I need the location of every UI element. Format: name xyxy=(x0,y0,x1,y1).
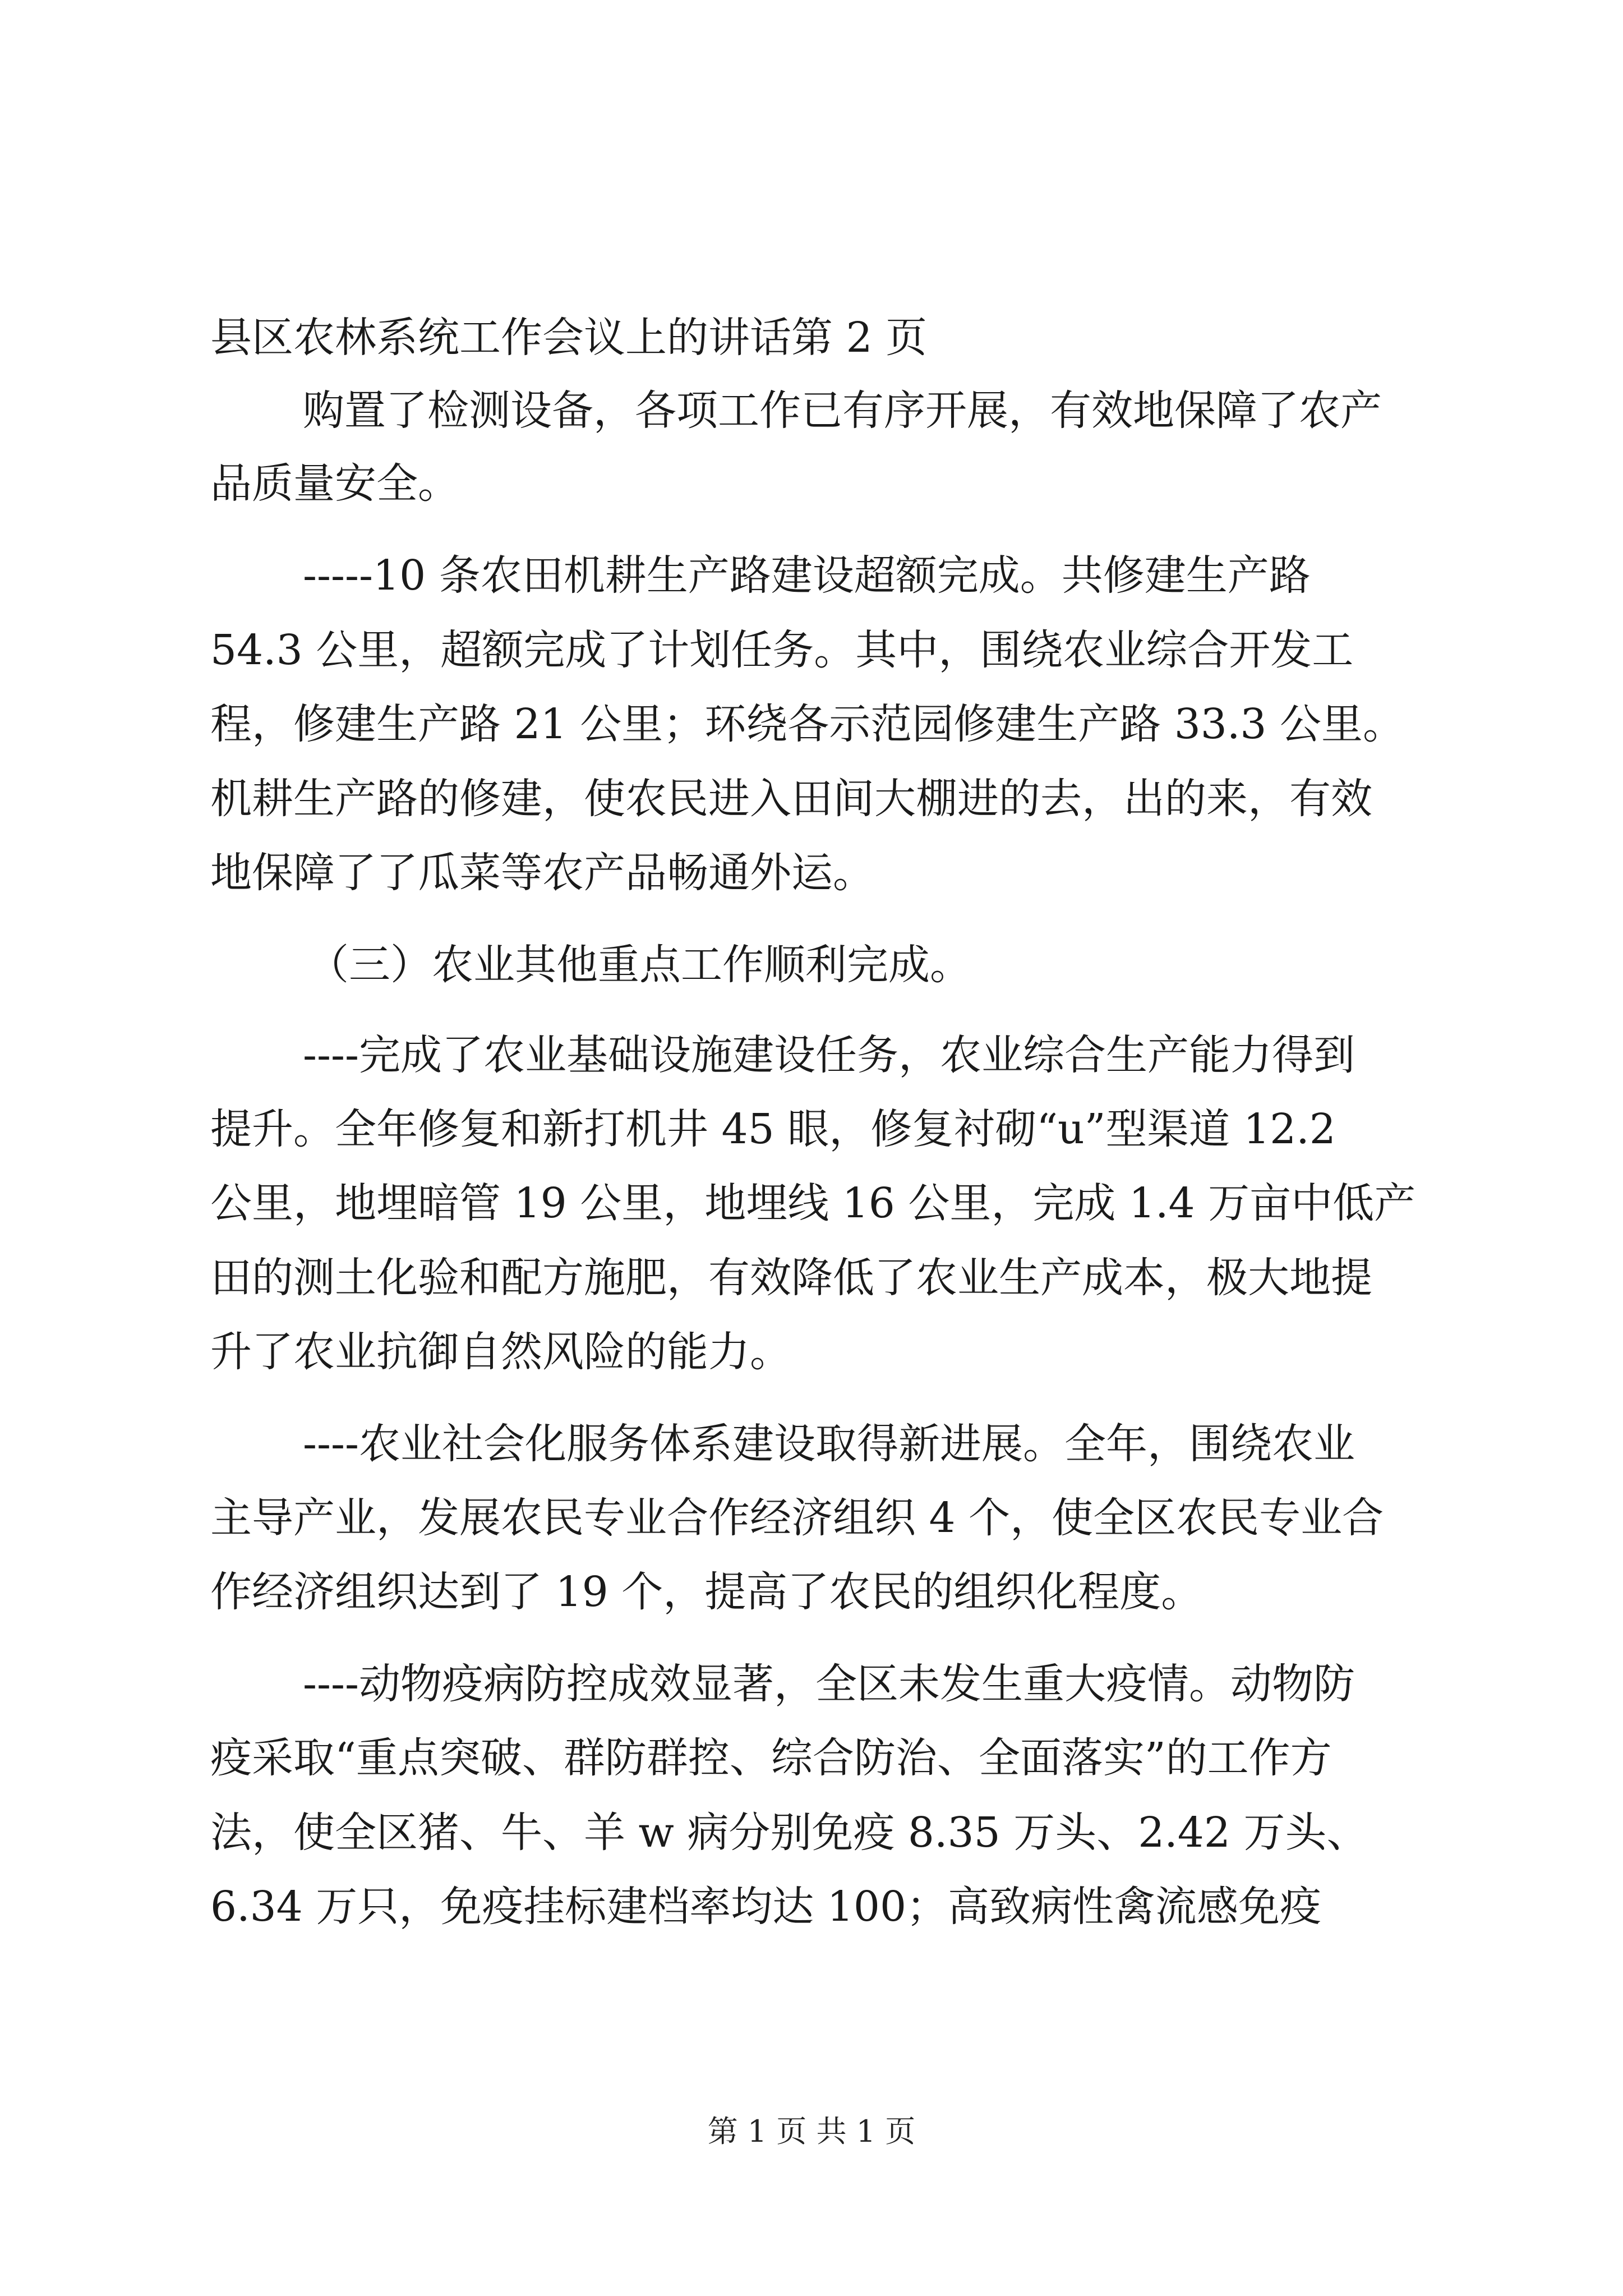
paragraph-line: 提升。全年修复和新打机井 45 眼，修复衬砌“u”型渠道 12.2 xyxy=(210,1105,1336,1153)
paragraph-line: ----完成了农业基础设施建设任务，农业综合生产能力得到 xyxy=(303,1031,1355,1079)
paragraph-line: 地保障了了瓜菜等农产品畅通外运。 xyxy=(210,849,874,897)
paragraph-line: 升了农业抗御自然风险的能力。 xyxy=(210,1328,791,1376)
paragraph-line: 作经济组织达到了 19 个，提高了农民的组织化程度。 xyxy=(210,1568,1203,1616)
paragraph-line: 购置了检测设备，各项工作已有序开展，有效地保障了农产 xyxy=(303,386,1382,435)
paragraph-line: 程，修建生产路 21 公里；环绕各示范园修建生产路 33.3 公里。 xyxy=(210,700,1405,748)
paragraph-line: 公里，地埋暗管 19 公里，地埋线 16 公里，完成 1.4 万亩中低产 xyxy=(210,1179,1416,1227)
paragraph-line: -----10 条农田机耕生产路建设超额完成。共修建生产路 xyxy=(303,551,1311,600)
paragraph-line: ----动物疫病防控成效显著，全区未发生重大疫情。动物防 xyxy=(303,1660,1355,1708)
document-title: 县区农林系统工作会议上的讲话第 2 页 xyxy=(210,314,928,362)
paragraph-line: 主导产业，发展农民专业合作经济组织 4 个，使全区农民专业合 xyxy=(210,1494,1384,1542)
paragraph-line: ----农业社会化服务体系建设取得新进展。全年，围绕农业 xyxy=(303,1420,1355,1468)
paragraph-line: 54.3 公里，超额完成了计划任务。其中，围绕农业综合开发工 xyxy=(210,626,1354,674)
page-footer: 第 1 页 共 1 页 xyxy=(707,2114,916,2149)
paragraph-line: 田的测土化验和配方施肥，有效降低了农业生产成本，极大地提 xyxy=(210,1254,1372,1302)
paragraph-line: 法，使全区猪、牛、羊 w 病分别免疫 8.35 万头、2.42 万头、 xyxy=(210,1809,1368,1857)
paragraph-line: 品质量安全。 xyxy=(210,459,459,508)
paragraph-line: 6.34 万只，免疫挂标建档率均达 100；高致病性禽流感免疫 xyxy=(210,1883,1322,1931)
paragraph-line: 疫采取“重点突破、群防群控、综合防治、全面落实”的工作方 xyxy=(210,1734,1332,1782)
section-heading: （三）农业其他重点工作顺利完成。 xyxy=(307,941,971,989)
paragraph-line: 机耕生产路的修建，使农民进入田间大棚进的去，出的来，有效 xyxy=(210,775,1372,823)
